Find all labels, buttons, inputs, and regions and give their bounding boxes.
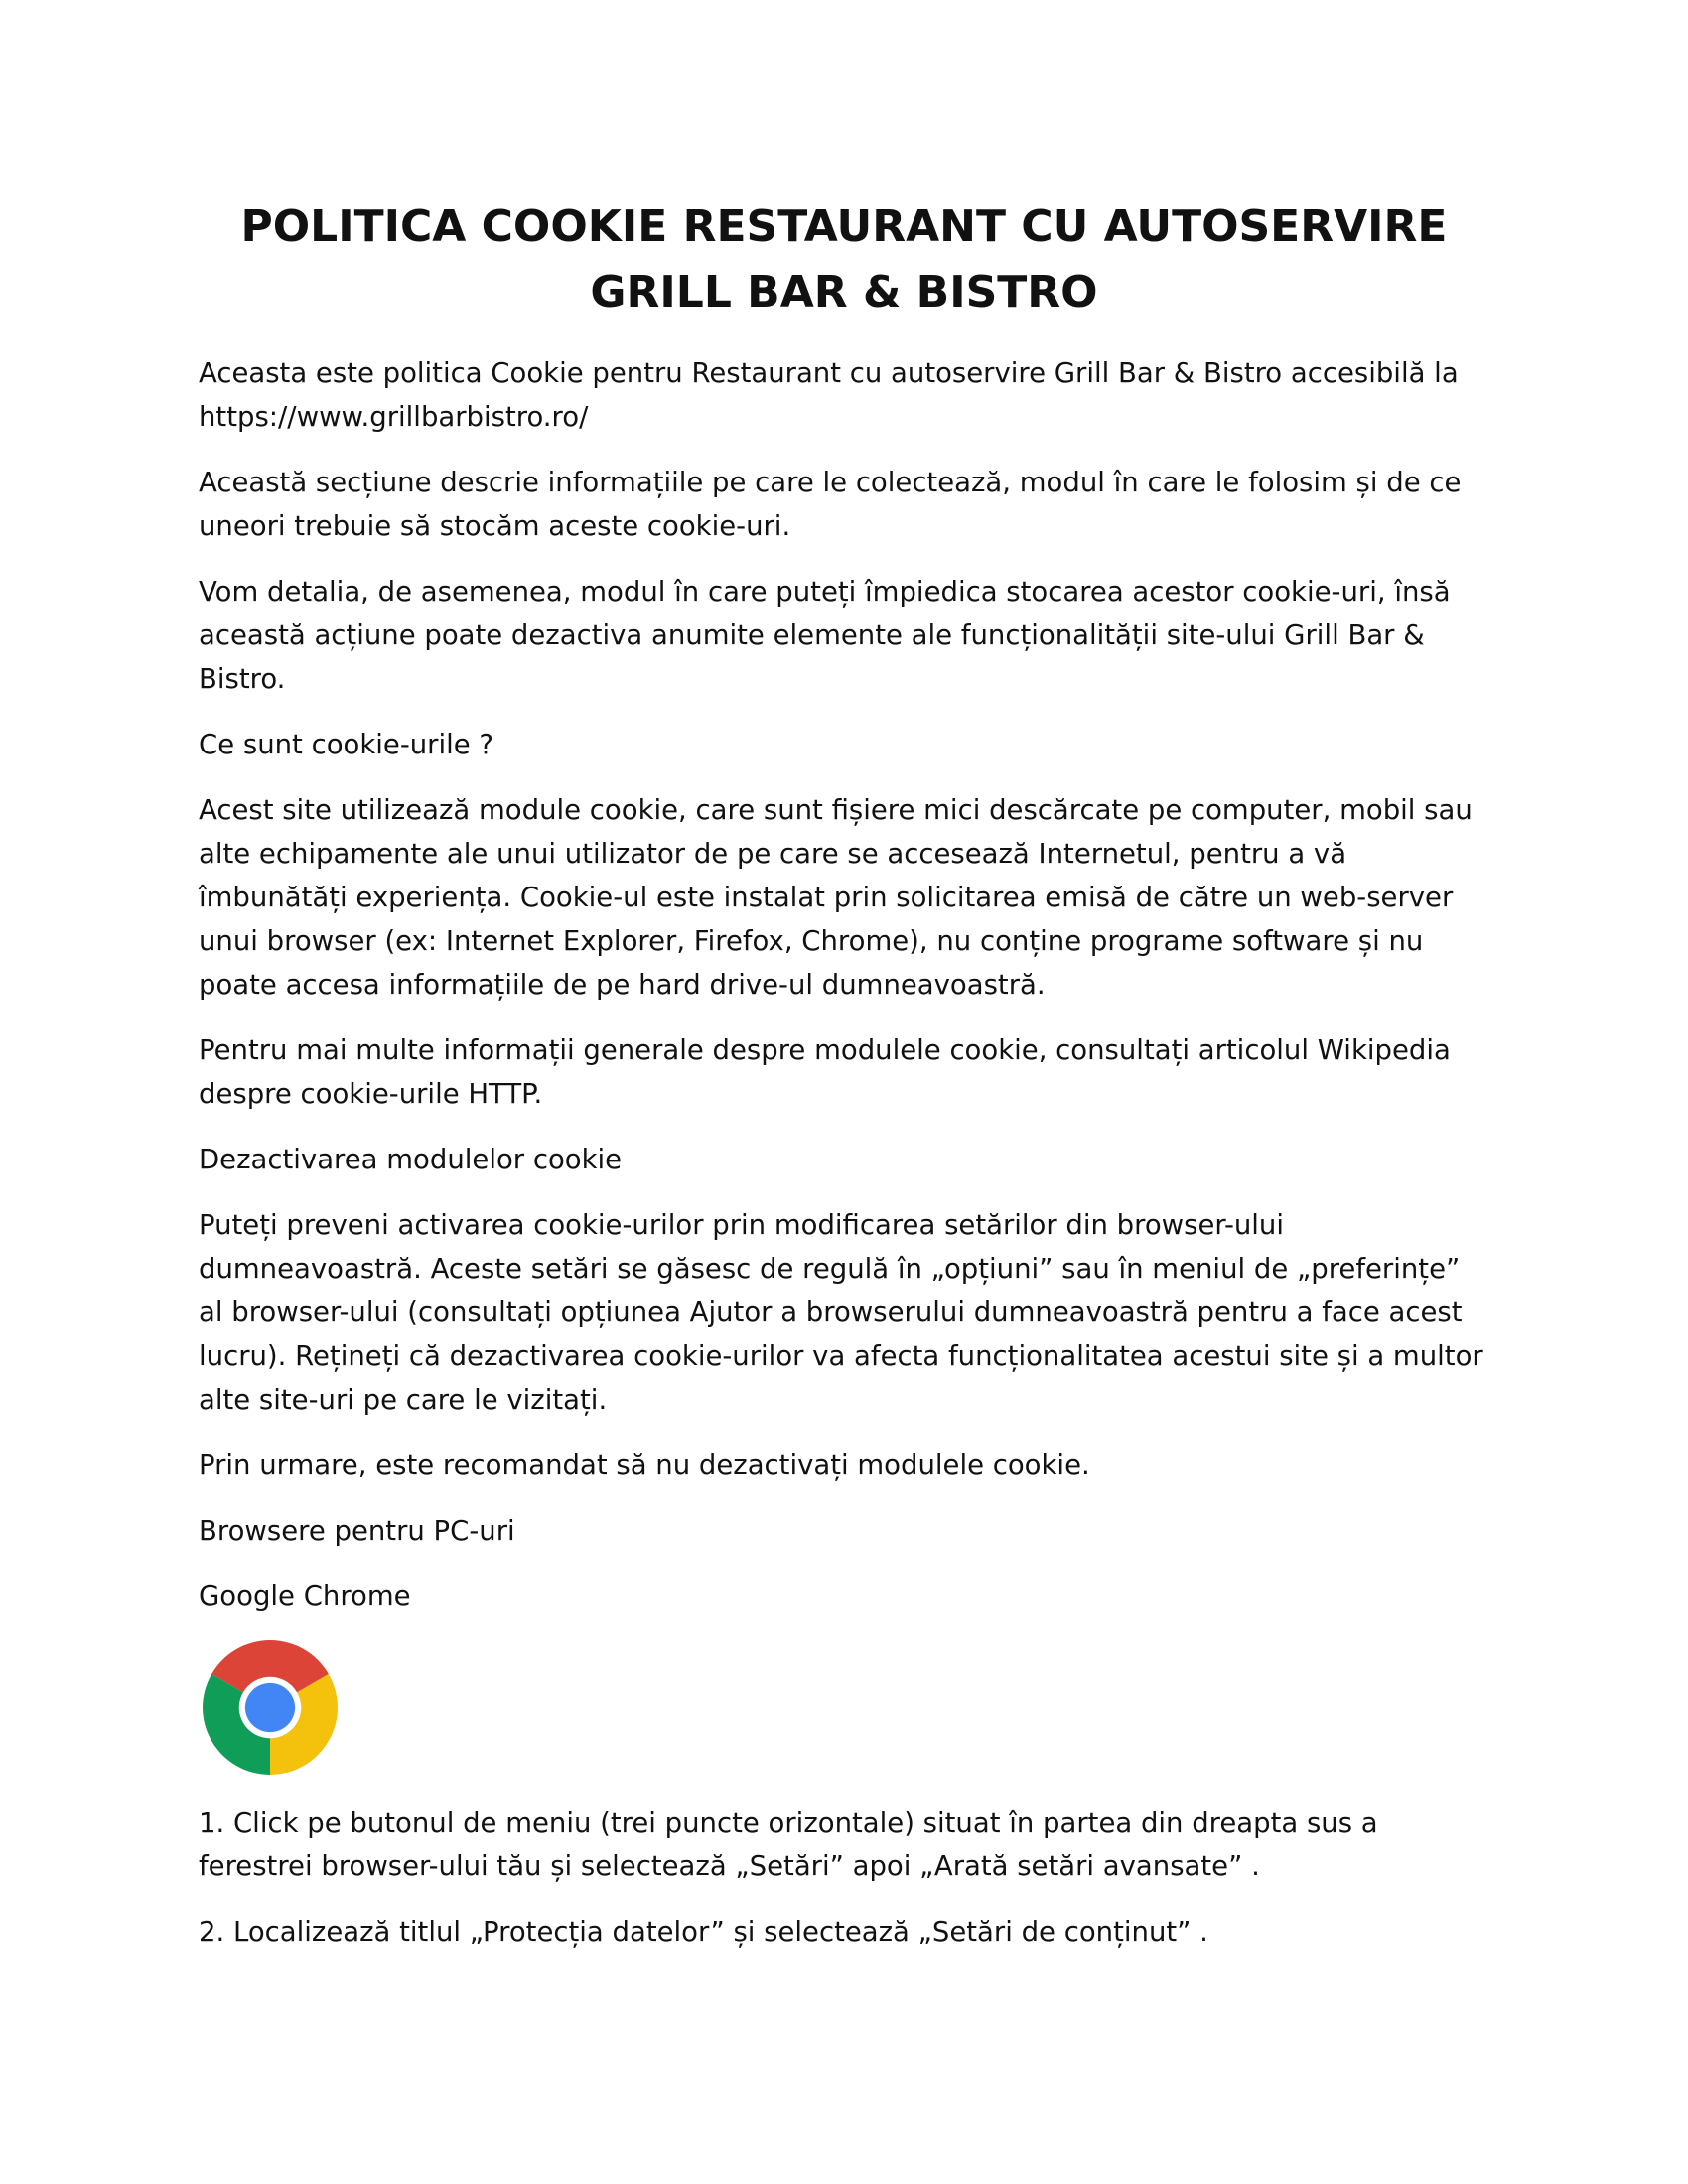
detail-paragraph: Vom detalia, de asemenea, modul în care puteți împiedica stocarea acestor cookie-uri, însă această acțiune poate dezactiva anumite elemente ale funcționalității site-ului Grill Bar & Bistro.	[199, 576, 1451, 695]
what-are-cookies-paragraph: Acest site utilizează module cookie, care sunt fișiere mici descărcate pe computer, mobil sau alte echipamente ale unui utilizator de pe care se accesează Internetul, pentru a vă îmbunătăți experiența. Cookie-ul este instalat prin solicitarea emisă de către un web-server unui browser (ex: Internet Explorer, Firefox, Chrome), nu conține programe software și nu poate accesa informațiile de pe hard drive-ul dumneavoastră.	[199, 794, 1473, 1001]
title-line-2: GRILL BAR & BISTRO	[590, 267, 1098, 318]
title-line-1: POLITICA COOKIE RESTAURANT CU AUTOSERVIRE	[240, 202, 1448, 252]
chrome-logo-icon	[203, 1640, 338, 1775]
disable-cookies-heading: Dezactivarea modulelor cookie	[199, 1144, 623, 1175]
chrome-blue-center	[245, 1683, 295, 1732]
disable-cookies-paragraph: Puteți preveni activarea cookie-urilor prin modificarea setărilor din browser-ului dumneavoastră. Aceste setări se găsesc de regulă în „opțiuni” sau în meniul de „preferințe” al browser-ului (consultați opțiunea Ajutor a browserului dumneavoastră pentru a face acest lucru). Rețineți că dezactivarea cookie-urilor va afecta funcționalitatea acestui site și a multor alte site-uri pe care le vizitați.	[199, 1209, 1483, 1416]
section-description-paragraph: Această secțiune descrie informațiile pe care le colectează, modul în care le folosim și de ce uneori trebuie să stocăm aceste cookie-uri.	[199, 467, 1462, 542]
google-chrome-heading: Google Chrome	[199, 1580, 411, 1612]
step-2-paragraph: 2. Localizează titlul „Protecția datelor” și selectează „Setări de conținut” .	[199, 1916, 1208, 1948]
step-1-paragraph: 1. Click pe butonul de meniu (trei puncte orizontale) situat în partea din dreapta sus a ferestrei browser-ului tău și selectează „Setări” apoi „Arată setări avansate” .	[199, 1807, 1378, 1882]
document-title	[179, 195, 1509, 326]
intro-paragraph: Aceasta este politica Cookie pentru Restaurant cu autoservire Grill Bar & Bistro accesibilă la https://www.grillbarbistro.ro/	[199, 357, 1459, 433]
recommendation-paragraph: Prin urmare, este recomandat să nu dezactivați modulele cookie.	[199, 1449, 1090, 1481]
wikipedia-paragraph: Pentru mai multe informații generale despre modulele cookie, consultați articolul Wikipedia despre cookie-urile HTTP.	[199, 1034, 1451, 1110]
pc-browsers-heading: Browsere pentru PC-uri	[199, 1515, 515, 1547]
document-body	[199, 351, 1489, 1976]
what-are-cookies-heading: Ce sunt cookie-urile ?	[199, 729, 494, 760]
